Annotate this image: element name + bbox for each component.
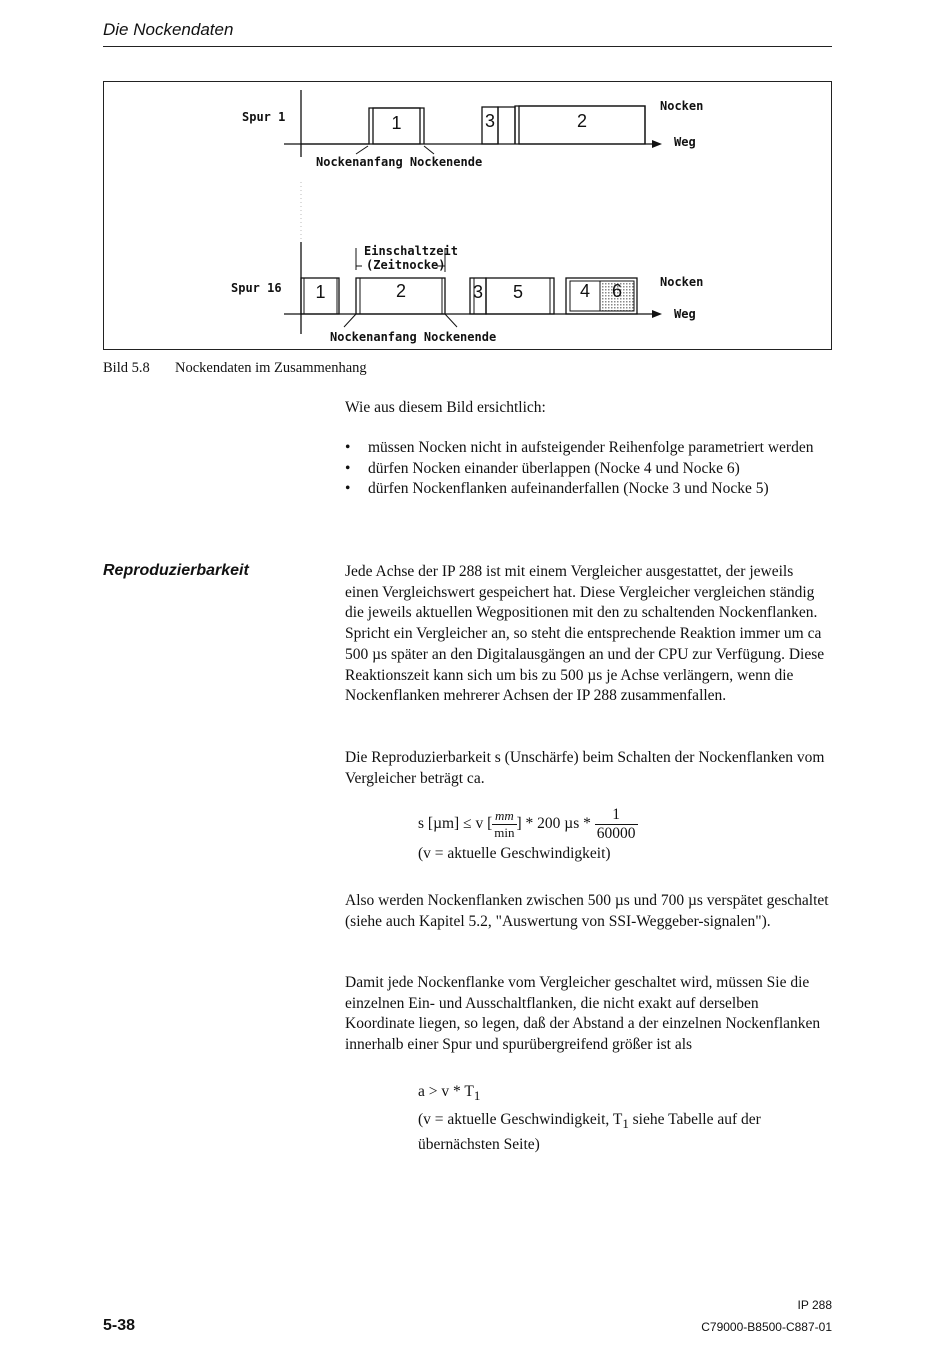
paragraph-comparator: Jede Achse der IP 288 ist mit einem Vergleicher ausgestattet, der jeweils einen Vergleichswert gespeichert hat. Diese Vergleicher vergleichen ständig die jeweils aktuellen Wegpositionen mit den zu schaltenden Nockenflanken. Spricht ein Vergleicher an, so steht die entsprechende Reaktion immer um ca 500 µs später an den Digitalausgängen an und der CPU zur Verfügung. Diese Reaktionszeit kann sich um bis zu 500 µs je Achse verlängern, wenn die Nockenflanken mehrerer Achsen der IP 288 zusammenfallen. xyxy=(345,563,825,705)
track16-nocken-label: Nocken xyxy=(660,275,704,289)
page-number: 5-38 xyxy=(103,1317,136,1334)
formula-spacing-note-b: siehe Tabelle auf der übernächsten Seite) xyxy=(418,1111,761,1153)
track16-start-end-label: Nockenanfang Nockenende xyxy=(330,330,497,344)
einschaltzeit-label: Einschaltzeit xyxy=(364,244,458,258)
paragraph-spacing: Damit jede Nockenflanke vom Vergleicher geschaltet wird, müssen Sie die einzelnen Ein- und Ausschaltflanken, die nicht exakt auf derselben Koordinate liegen, so legen, daß der Abstand a der einzelnen Nockenflanken innerhalb einer Spur und spurübergreifend größer ist als xyxy=(345,974,821,1054)
formula-spacing-note xyxy=(418,1110,818,1156)
track16-cam-2-number: 2 xyxy=(395,281,406,301)
track16-cam-5-number: 5 xyxy=(512,282,523,302)
track1-start-end-label: Nockenanfang Nockenende xyxy=(316,155,483,169)
track1-cam-2-number: 2 xyxy=(576,111,587,131)
zeitnocke-label: (Zeitnocke) xyxy=(366,258,446,272)
formula-unit-numerator: mm xyxy=(494,808,514,823)
cam-diagram xyxy=(103,81,832,350)
intro-text: Wie aus diesem Bild ersichtlich: xyxy=(345,399,546,416)
track1-cam-3-number: 3 xyxy=(484,111,495,131)
track16-cam-4-number: 4 xyxy=(579,281,590,301)
formula-note: (v = aktuelle Geschwindigkeit) xyxy=(418,845,611,862)
figure-caption-number: Bild 5.8 xyxy=(103,360,150,376)
formula-spacing-note-subscript: 1 xyxy=(622,1116,629,1132)
paragraph-reproducibility: Die Reproduzierbarkeit s (Unschärfe) beim Schalten der Nockenflanken vom Vergleicher beträgt ca. xyxy=(345,749,825,787)
formula-fraction-denominator: 60000 xyxy=(596,825,636,842)
figure-caption xyxy=(103,360,367,377)
bullet-list-wrapper xyxy=(345,438,830,500)
section-heading: Reproduzierbarkeit xyxy=(103,562,249,579)
formula-reproducibility xyxy=(418,806,638,843)
formula-fraction-numerator: 1 xyxy=(612,806,620,823)
figure-caption-text: Nockendaten im Zusammenhang xyxy=(175,360,367,376)
bullet-item: • müssen Nocken nicht in aufsteigender Reihenfolge parametriert werden xyxy=(345,438,830,459)
formula-unit-denominator: min xyxy=(494,825,515,840)
formula-spacing-text: a > v * T xyxy=(418,1083,474,1100)
bullet-item: • dürfen Nockenflanken aufeinanderfallen (Nocke 3 und Nocke 5) xyxy=(345,479,830,500)
formula-mid: ] * 200 µs * xyxy=(516,815,591,833)
track16-cam-3-number: 3 xyxy=(472,282,483,302)
formula-spacing xyxy=(418,1083,480,1104)
formula-spacing-note-a: (v = aktuelle Geschwindigkeit, T xyxy=(418,1111,623,1128)
track16-cam-6-number: 6 xyxy=(611,281,622,301)
cam-diagram-lines xyxy=(104,82,831,349)
formula-lhs: s [µm] ≤ v [ xyxy=(418,815,493,833)
track16-label: Spur 16 xyxy=(231,281,282,295)
track1-cam-1-number: 1 xyxy=(391,113,402,133)
bullet-item: • dürfen Nocken einander überlappen (Nocke 4 und Nocke 6) xyxy=(345,459,830,480)
track16-cam-1-number: 1 xyxy=(315,282,326,302)
page-header-title: Die Nockendaten xyxy=(103,20,234,39)
track1-weg-label: Weg xyxy=(674,135,696,149)
track1-label: Spur 1 xyxy=(242,110,286,124)
formula-spacing-subscript: 1 xyxy=(473,1088,481,1104)
header-rule xyxy=(103,46,832,47)
footer-product: IP 288 xyxy=(797,1298,832,1312)
track1-nocken-label: Nocken xyxy=(660,99,704,113)
footer-doc-id: C79000-B8500-C887-01 xyxy=(701,1320,832,1334)
bullet-list xyxy=(345,438,830,500)
track16-weg-label: Weg xyxy=(674,307,696,321)
paragraph-delay: Also werden Nockenflanken zwischen 500 µs und 700 µs verspätet geschaltet (siehe auch Kapitel 5.2, "Auswertung von SSI-Weggeber-signalen"). xyxy=(345,892,829,930)
